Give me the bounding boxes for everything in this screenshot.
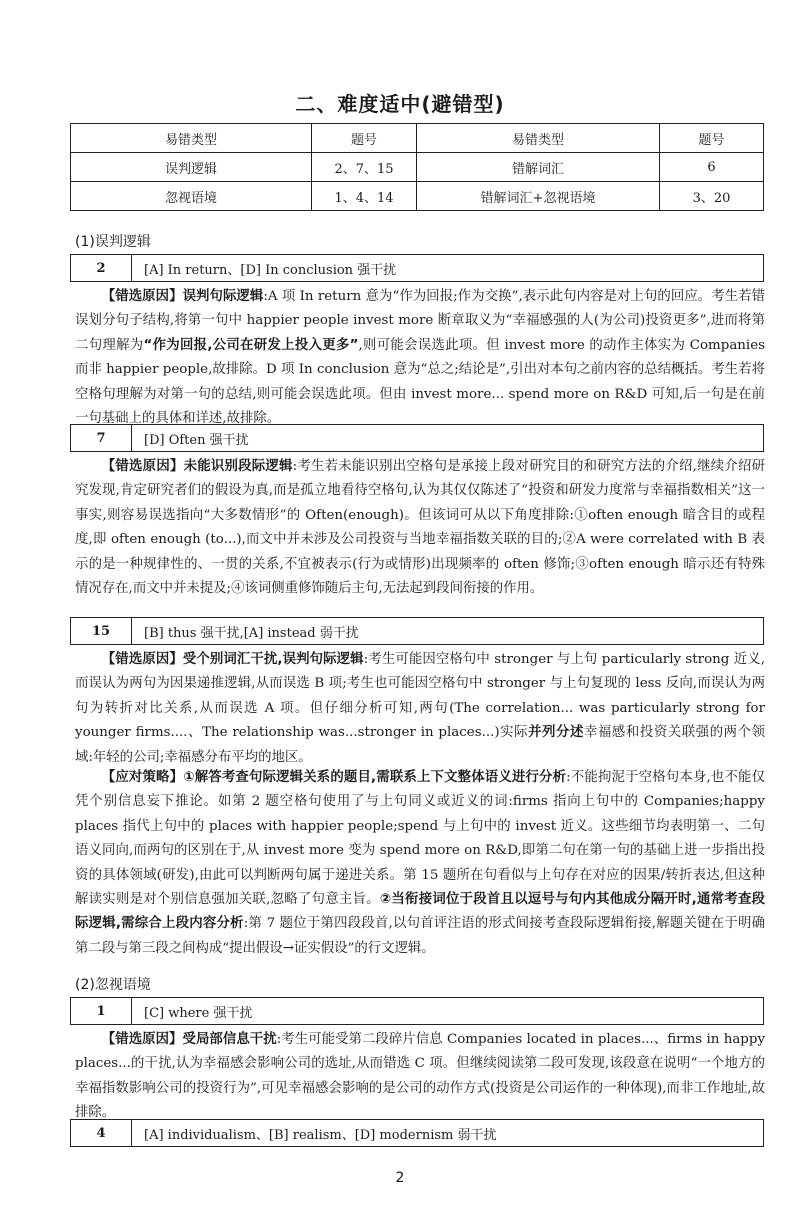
table-cell: 错解词汇 <box>417 153 660 182</box>
question-box-1 <box>70 997 764 1025</box>
table-header-cell: 题号 <box>312 124 417 153</box>
table-row <box>71 153 764 182</box>
table-header-cell: 题号 <box>660 124 764 153</box>
strategy-keyword: ①解答考查句际逻辑关系的题目,需联系上下文整体语义进行分析 <box>183 770 567 785</box>
reason-text: 幸福感和投资关联强的两个领域:年轻的公司;幸福感分布平均的地区。 <box>75 725 765 765</box>
table-cell: 忽视语境 <box>71 182 312 211</box>
question-number: 4 <box>71 1120 132 1146</box>
section-heading-logic: (1)误判逻辑 <box>75 234 151 250</box>
question-number: 2 <box>71 255 132 281</box>
table-cell: 1、4、14 <box>312 182 417 211</box>
reason-keyword: 并列分述 <box>528 725 584 741</box>
question-box-15 <box>70 617 764 645</box>
table-cell: 2、7、15 <box>312 153 417 182</box>
table-cell: 误判逻辑 <box>71 153 312 182</box>
reason-text: :考生可能因空格句中 stronger 与上句 particularly strong 近义,而误认为两句为因果递推逻辑,从而误选 B 项;考生也可能因空格句中 stronger 与上句复现的 less 反向,而误认为两句为转折对比关系,从而误选 A 项。但仔细分析可知,两句(The correlation... was particularly strong for younger firms....、The relationship was...stronger in places...)实际 <box>75 652 765 741</box>
reason-keyword: 未能识别段际逻辑 <box>183 459 293 474</box>
reason-keyword: “作为回报,公司在研发上投入更多” <box>143 337 359 353</box>
reason-keyword: 受个别词汇干扰,误判句际逻辑 <box>182 652 364 667</box>
question-box-4 <box>70 1119 764 1147</box>
question-box-2 <box>70 254 764 282</box>
page-number: 2 <box>395 1170 405 1186</box>
question-number: 1 <box>71 998 132 1024</box>
reason-text: :考生若未能识别出空格句是承接上段对研究目的和研究方法的介绍,继续介绍研究发现,肯定研究者们的假设为真,而是孤立地看待空格句,认为其仅仅陈述了“投资和研发力度常与幸福指数相关”这一事实,则容易误选指向“大多数情形”的 Often(enough)。但该词可从以下角度排除:①often enough 暗含目的或程度,即 often enough (to...),而文中并未涉及公司投资与当地幸福指数关联的目的;②A were correlated with B 表示的是一种规律性的、一贯的关系,不宜被表示(行为或情形)出现频率的 often 修饰;③often enough 暗示还有特殊情况存在,而文中并未提及;④该词侧重修饰随后主句,无法起到段间衔接的作用。 <box>75 459 766 597</box>
table-cell: 3、20 <box>660 182 764 211</box>
strategy-keyword: ②当衔接词位于段首且以逗号与句内其他成分隔开时,通常考查段际逻辑,需综合上段内容分析 <box>75 892 765 932</box>
table-header-cell: 易错类型 <box>71 124 312 153</box>
error-type-summary-table <box>70 123 764 211</box>
reason-keyword: 误判句际逻辑 <box>182 289 264 304</box>
strategy-text: :第 7 题位于第四段段首,以句首评注语的形式间接考查段际逻辑衔接,解题关键在于明确第二段与第三段之间构成“提出假设→证实假设”的行文逻辑。 <box>75 916 765 956</box>
table-row <box>71 182 764 211</box>
table-cell: 6 <box>660 153 764 182</box>
reason-label: 【错选原因】 <box>101 289 183 304</box>
error-reason-paragraph <box>75 455 765 601</box>
question-number: 15 <box>71 618 132 644</box>
reason-label: 【错选原因】 <box>101 1032 183 1047</box>
question-number: 7 <box>71 425 132 451</box>
question-options: [D] Often 强干扰 <box>144 432 249 448</box>
reason-text: :A 项 In return 意为“作为回报;作为交换”,表示此句内容是对上句的回应。考生若错误划分句子结构,将第一句中 happier people invest more 断章取义为“幸福感强的人(为公司)投资更多”,进而将第二句理解为 <box>75 289 766 353</box>
question-box-7 <box>70 424 764 452</box>
question-options: [A] individualism、[B] realism、[D] modernism 弱干扰 <box>144 1127 497 1143</box>
strategy-label: 【应对策略】 <box>101 770 184 785</box>
table-cell: 错解词汇+忽视语境 <box>417 182 660 211</box>
table-header-row <box>71 124 764 153</box>
reason-text: ,则可能会误选此项。但 invest more 的动作主体实为 Companies 而非 happier people,故排除。D 项 In conclusion 意为“总之;结论是”,引出对本句之前内容的总结概括。考生若将空格句理解为对第一句的总结,则可能会误选此项。但由 invest more... spend more on R&D 可知,后一句是在前一句基础上的具体和详述,故排除。 <box>75 337 766 427</box>
section-heading-context: (2)忽视语境 <box>75 977 151 993</box>
reason-text: :考生可能受第二段碎片信息 Companies located in places...、firms in happy places...的干扰,认为幸福感会影响公司的选址,从而错选 C 项。但继续阅读第二段可发现,该段意在说明“一个地方的幸福指数影响公司的投资行为”,可见幸福感会影响的是公司的动作方式(投资是公司运作的一种体现),而非工作地址,故排除。 <box>75 1032 766 1121</box>
reason-keyword: 受局部信息干扰 <box>182 1032 277 1047</box>
error-reason-paragraph <box>75 1028 765 1126</box>
question-options: [C] where 强干扰 <box>144 1005 253 1021</box>
reason-label: 【错选原因】 <box>101 459 184 474</box>
strategy-text: :不能拘泥于空格句本身,也不能仅凭个别信息妄下推论。如第 2 题空格句使用了与上句同义或近义的词:firms 指向上句中的 Companies;happy places 指代上句中的 places with happier people;spend 与上句中的 invest 近义。这些细节均表明第一、二句语义同向,而两句的区别在于,从 invest more 变为 spend more on R&D,即第二句在第一句的基础上进一步指出投资的具体领域(研发),由此可以判断两句属于递进关系。第 15 题所在句看似与上句存在对应的因果/转折表达,但这种解读实则是对个别信息强加关联,忽略了句意主旨。 <box>75 770 765 908</box>
error-reason-paragraph <box>75 648 765 770</box>
page-title: 二、难度适中(避错型) <box>295 92 505 116</box>
question-options: [A] In return、[D] In conclusion 强干扰 <box>144 262 397 278</box>
question-options: [B] thus 强干扰,[A] instead 弱干扰 <box>144 625 359 641</box>
reason-label: 【错选原因】 <box>101 652 183 667</box>
error-reason-paragraph <box>75 285 765 431</box>
table-header-cell: 易错类型 <box>417 124 660 153</box>
strategy-paragraph <box>75 766 765 961</box>
